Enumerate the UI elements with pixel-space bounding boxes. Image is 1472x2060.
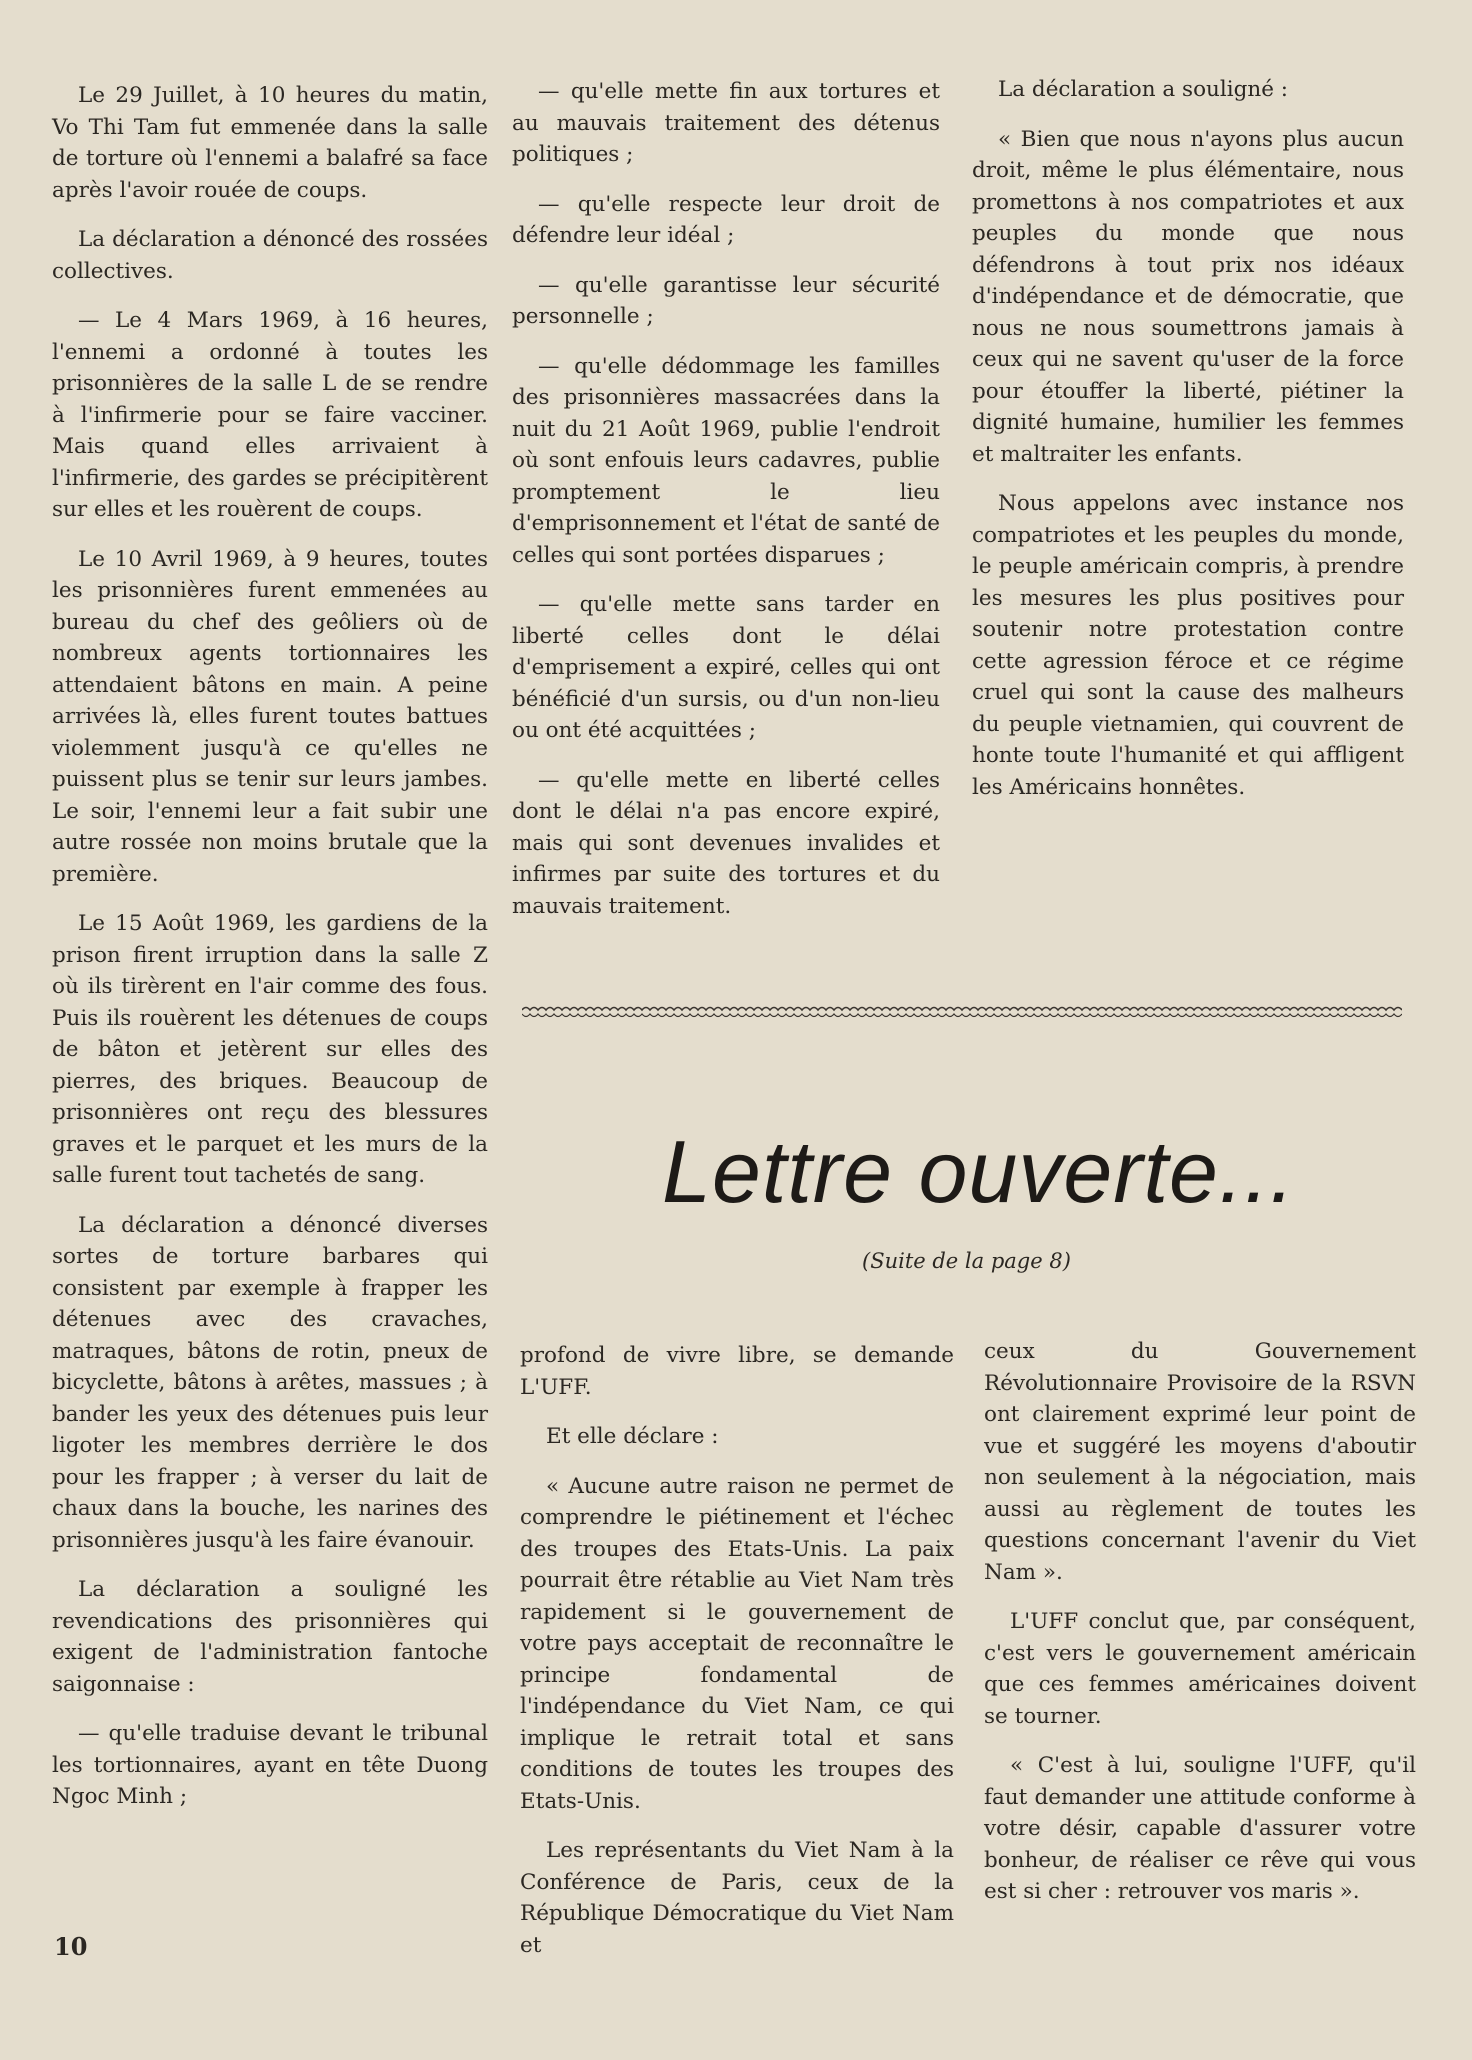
paragraph: — qu'elle traduise devant le tribunal les tortionnaires, ayant en tête Duong Ngoc Minh ;: [52, 1721, 488, 1809]
paragraph: — qu'elle garantisse leur sécurité personnelle ;: [512, 272, 940, 329]
continuation-note: (Suite de la page 8): [862, 1249, 1071, 1273]
page-number: 10: [54, 1932, 88, 1961]
paragraph: — Le 4 Mars 1969, à 16 heures, l'ennemi a ordonné à toutes les prisonnières de la salle L de se rendre à l'infirmerie pour se faire vacciner. Mais quand elles arrivaient à l'infirmerie, des gardes se précipitèrent sur elles et les rouèrent de coups.: [52, 308, 488, 522]
paragraph: Le 15 Août 1969, les gardiens de la prison firent irruption dans la salle Z où ils tirèrent en l'air comme des fous. Puis ils rouèrent les détenues de coups de bâton et jetèrent sur elles des pierres, des briques. Beaucoup de prisonnières ont reçu des blessures graves et le parquet et les murs de la salle furent tout tachetés de sang.: [52, 911, 488, 1188]
paragraph: Et elle déclare :: [546, 1424, 719, 1449]
wavy-separator: [522, 1004, 1402, 1020]
paragraph: Le 29 Juillet, à 10 heures du matin, Vo Thi Tam fut emmenée dans la salle de torture où l'ennemi a balafré sa face après l'avoir rouée de coups.: [52, 83, 488, 203]
paragraph: « C'est à lui, souligne l'UFF, qu'il faut demander une attitude conforme à votre désir, capable d'assurer votre bonheur, de réaliser ce rêve qui vous est si cher : retrouver vos maris ».: [984, 1753, 1416, 1904]
article-column-2: [512, 76, 940, 940]
article-title: Lettre ouverte...: [662, 1122, 1296, 1221]
paragraph: Les représentants du Viet Nam à la Conférence de Paris, ceux de la République Démocratique du Viet Nam et: [520, 1838, 954, 1958]
letter-column-1: [520, 1340, 954, 1979]
paragraph: — qu'elle mette en liberté celles dont le délai n'a pas encore expiré, mais qui sont devenues invalides et infirmes par suite des tortures et du mauvais traitement.: [512, 767, 940, 919]
paragraph: « Aucune autre raison ne permet de comprendre le piétinement et l'échec des troupes des Etats-Unis. La paix pourrait être rétablie au Viet Nam très rapidement si le gouvernement de votre pays acceptait de reconnaître le principe fondamental de l'indépendance du Viet Nam, ce qui implique le retrait total et sans conditions de toutes les troupes des Etats-Unis.: [520, 1473, 954, 1814]
paragraph: — qu'elle mette fin aux tortures et au mauvais traitement des détenus politiques ;: [512, 79, 940, 167]
paragraph: « Bien que nous n'ayons plus aucun droit, même le plus élémentaire, nous promettons à nos compatriotes et aux peuples du monde que nous défendrons à tout prix nos idéaux d'indépendance et de démocratie, que nous ne nous soumettrons jamais à ceux qui ne savent qu'user de la force pour étouffer la liberté, piétiner la dignité humaine, humilier les femmes et maltraiter les enfants.: [972, 126, 1404, 467]
paragraph: — qu'elle respecte leur droit de défendre leur idéal ;: [512, 191, 940, 248]
paragraph: — qu'elle dédommage les familles des prisonnières massacrées dans la nuit du 21 Août 1969, publie l'endroit où sont enfouis leurs cadavres, publie promptement le lieu d'emprisonnement et l'état de santé de celles qui sont portées disparues ;: [512, 353, 940, 568]
paragraph: La déclaration a souligné les revendications des prisonnières qui exigent de l'administration fantoche saigonnaise :: [52, 1577, 488, 1697]
paragraph: — qu'elle mette sans tarder en liberté celles dont le délai d'emprisement a expiré, celles qui ont bénéficié d'un sursis, ou d'un non-lieu ou ont été acquittées ;: [512, 592, 940, 743]
paragraph: ceux du Gouvernement Révolutionnaire Provisoire de la RSVN ont clairement exprimé leur point de vue et suggéré les moyens d'aboutir non seulement à la négociation, mais aussi au règlement de toutes les questions concernant l'avenir du Viet Nam ».: [984, 1339, 1416, 1585]
article-column-3: [972, 74, 1404, 821]
letter-column-2: [984, 1336, 1416, 1926]
paragraph: La déclaration a dénoncé diverses sortes de torture barbares qui consistent par exemple à frapper les détenues avec des cravaches, matraques, bâtons de rotin, pneux de bicyclette, bâtons à arêtes, massues ; à bander les yeux des détenues puis leur ligoter les membres derrière le dos pour les frapper ; à verser du lait de chaux dans la bouche, les narines des prisonnières jusqu'à les faire évanouir.: [52, 1212, 488, 1553]
paragraph: La déclaration a dénoncé des rossées collectives.: [52, 227, 488, 284]
article-column-1: [52, 80, 488, 1831]
paragraph: Nous appelons avec instance nos compatriotes et les peuples du monde, le peuple américain compris, à prendre les mesures les plus positives pour soutenir notre protestation contre cette agression féroce et ce régime cruel qui sont la cause des malheurs du peuple vietnamien, qui couvrent de honte toute l'humanité et qui affligent les Américains honnêtes.: [972, 491, 1404, 800]
paragraph: profond de vivre libre, se demande L'UFF.: [520, 1343, 954, 1400]
paragraph: Le 10 Avril 1969, à 9 heures, toutes les prisonnières furent emmenées au bureau du chef des geôliers où de nombreux agents tortionnaires les attendaient bâtons en main. A peine arrivées là, elles furent toutes battues violemment jusqu'à ce qu'elles ne puissent plus se tenir sur leurs jambes. Le soir, l'ennemi leur a fait subir une autre rossée non moins brutale que la première.: [52, 546, 488, 887]
paragraph: La déclaration a souligné :: [998, 77, 1289, 102]
paragraph: L'UFF conclut que, par conséquent, c'est vers le gouvernement américain que ces femmes américaines doivent se tourner.: [984, 1609, 1416, 1729]
